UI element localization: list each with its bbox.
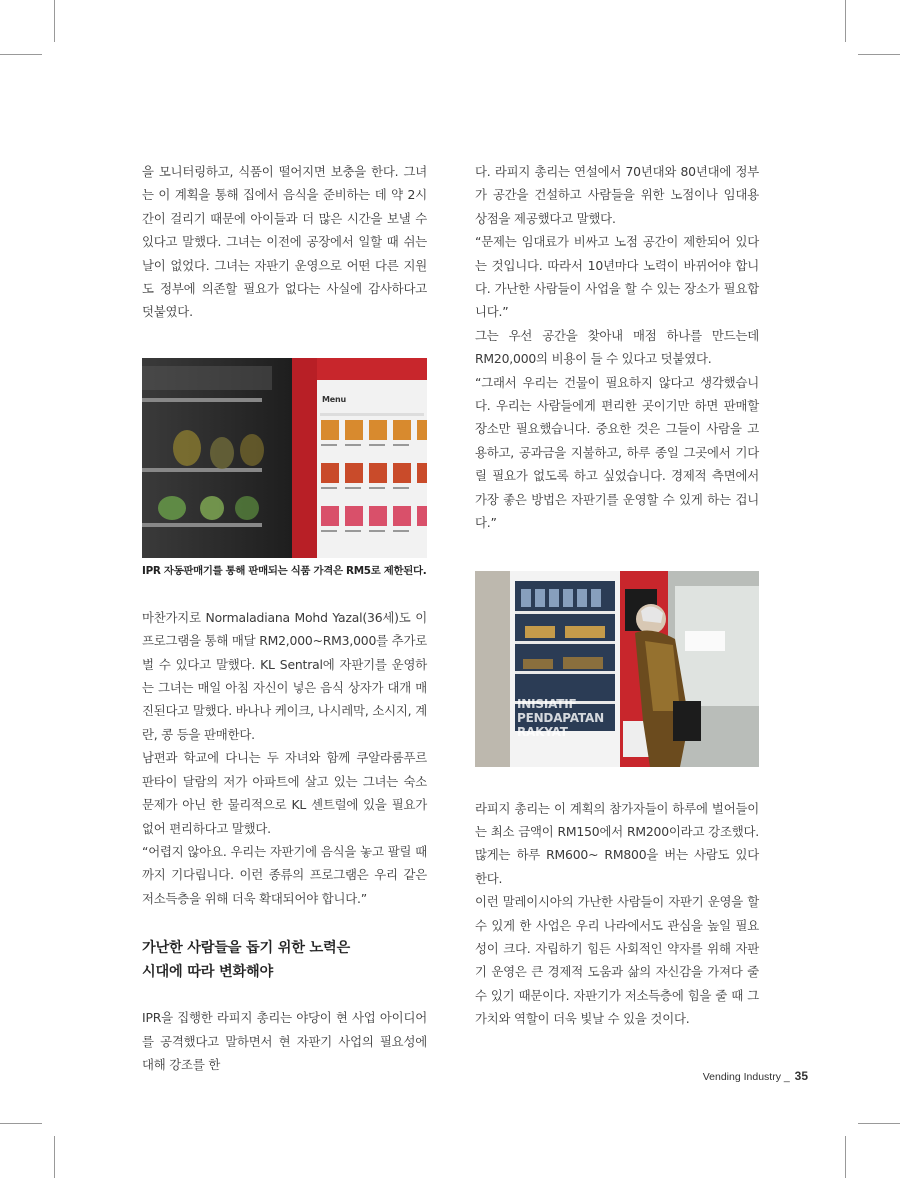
paragraph: 남편과 학교에 다니는 두 자녀와 함께 쿠알라룸푸르 판타이 달람의 저가 아파트에 살고 있는 그녀는 숙소 문제가 아닌 한 물리적으로 KL 센트럴에 있을 필요가 없어 편리하다고 말했다. xyxy=(142,750,427,836)
paragraph: 을 모니터링하고, 식품이 떨어지면 보충을 한다. 그녀는 이 계획을 통해 집에서 음식을 준비하는 데 약 2시간이 걸리기 때문에 아이들과 더 많은 시간을 보낼 수 있다고 말했다. 그녀는 이전에 공장에서 일할 때 쉬는 날이 없었다. 그녀는 자판기 운영으로 어떤 다른 지원도 정부에 의존할 필요가 없다는 사실에 감사하다고 덧붙였다. xyxy=(142,164,427,320)
photo-sign xyxy=(517,697,604,739)
page-number: 35 xyxy=(794,1069,808,1083)
crop-mark xyxy=(845,1136,846,1178)
crop-mark xyxy=(0,54,42,55)
quote-paragraph: “그래서 우리는 건물이 필요하지 않다고 생각했습니다. 우리는 사람들에게 편리한 곳이기만 하면 판매할 장소만 필요했습니다. 중요한 것은 그들이 사람을 고용하고, 공과금을 지불하고, 하루 종일 그곳에서 기다릴 필요가 없도록 하고 싶었습니다. 경제적 측면에서 가장 좋은 방법은 자판기를 운영할 수 있게 하는 겁니다.” xyxy=(475,374,759,531)
sign-line: INISIATIF xyxy=(517,696,577,711)
paragraph: 그는 우선 공간을 찾아내 매점 하나를 만드는데 RM20,000의 비용이 들 수 있다고 덧붙였다. xyxy=(475,327,759,367)
vending-photo-man xyxy=(475,571,759,767)
paragraph: IPR을 집행한 라피지 총리는 야당이 현 사업 아이디어를 공격했다고 말하면서 현 자판기 사업의 필요성에 대해 강조를 한 xyxy=(142,1010,427,1072)
quote-paragraph: “문제는 임대료가 비싸고 노점 공간이 제한되어 있다는 것입니다. 따라서 10년마다 노력이 바뀌어야 합니다. 가난한 사람들이 사업을 할 수 있는 장소가 필요합니다.” xyxy=(475,234,759,320)
heading-line: 시대에 따라 변화해야 xyxy=(142,964,274,981)
heading-line: 가난한 사람들을 돕기 위한 노력은 xyxy=(142,940,351,957)
photo-caption: IPR 자동판매기를 통해 판매되는 식품 가격은 RM5로 제한된다. xyxy=(142,564,427,577)
paragraph: 라피지 총리는 이 계획의 참가자들이 하루에 벌어들이는 최소 금액이 RM150에서 RM200이라고 강조했다. 많게는 하루 RM600~ RM800을 버는 사람도 있다 한다. xyxy=(475,800,759,886)
quote-paragraph: “어렵지 않아요. 우리는 자판기에 음식을 놓고 팔릴 때까지 기다립니다. 이런 종류의 프로그램은 우리 같은 저소득층을 위해 더욱 확대되어야 합니다.” xyxy=(142,843,427,906)
photo-menu-label: Menu xyxy=(322,394,346,404)
paragraph: 이런 말레이시아의 가난한 사람들이 자판기 운영을 할 수 있게 한 사업은 우리 나라에서도 관심을 높일 필요성이 크다. 자립하기 힘든 사회적인 약자를 위해 자판기 운영은 큰 경제적 도움과 삶의 자신감을 가져다 줄 수 있기 때문이다. 자판기가 저소득층에 힘을 줄 때 그 가치와 역할이 더욱 빛날 수 있을 것이다. xyxy=(475,894,759,1027)
paragraph: 마찬가지로 Normaladiana Mohd Yazal(36세)도 이 프로그램을 통해 매달 RM2,000~RM3,000를 추가로 벌 수 있다고 말했다. KL Sentral에 자판기를 운영하는 그녀는 매일 아침 자신이 넣은 음식 상자가 대개 매진된다고 말했다. 바나나 케이크, 나시레막, 소시지, 계란, 콩 등을 판매한다. xyxy=(142,609,427,742)
crop-mark xyxy=(0,1123,42,1124)
left-column xyxy=(142,160,427,1076)
crop-mark xyxy=(54,0,55,42)
crop-mark xyxy=(858,54,900,55)
section-heading xyxy=(142,936,427,984)
sign-line: RAKYAT xyxy=(517,724,568,739)
paragraph: 다. 라피지 총리는 연설에서 70년대와 80년대에 정부가 공간을 건설하고 사람들을 위한 노점이나 임대용 상점을 제공했다고 말했다. xyxy=(475,164,759,226)
crop-mark xyxy=(54,1136,55,1178)
photo xyxy=(142,358,427,558)
vending-machine-image xyxy=(142,358,427,558)
crop-mark xyxy=(845,0,846,42)
crop-mark xyxy=(858,1123,900,1124)
vending-photo-menu xyxy=(142,358,427,580)
right-column xyxy=(475,160,759,1031)
page-footer xyxy=(703,1069,808,1083)
sign-line: PENDAPATAN xyxy=(517,710,604,725)
magazine-name: Vending Industry _ xyxy=(702,1071,790,1083)
